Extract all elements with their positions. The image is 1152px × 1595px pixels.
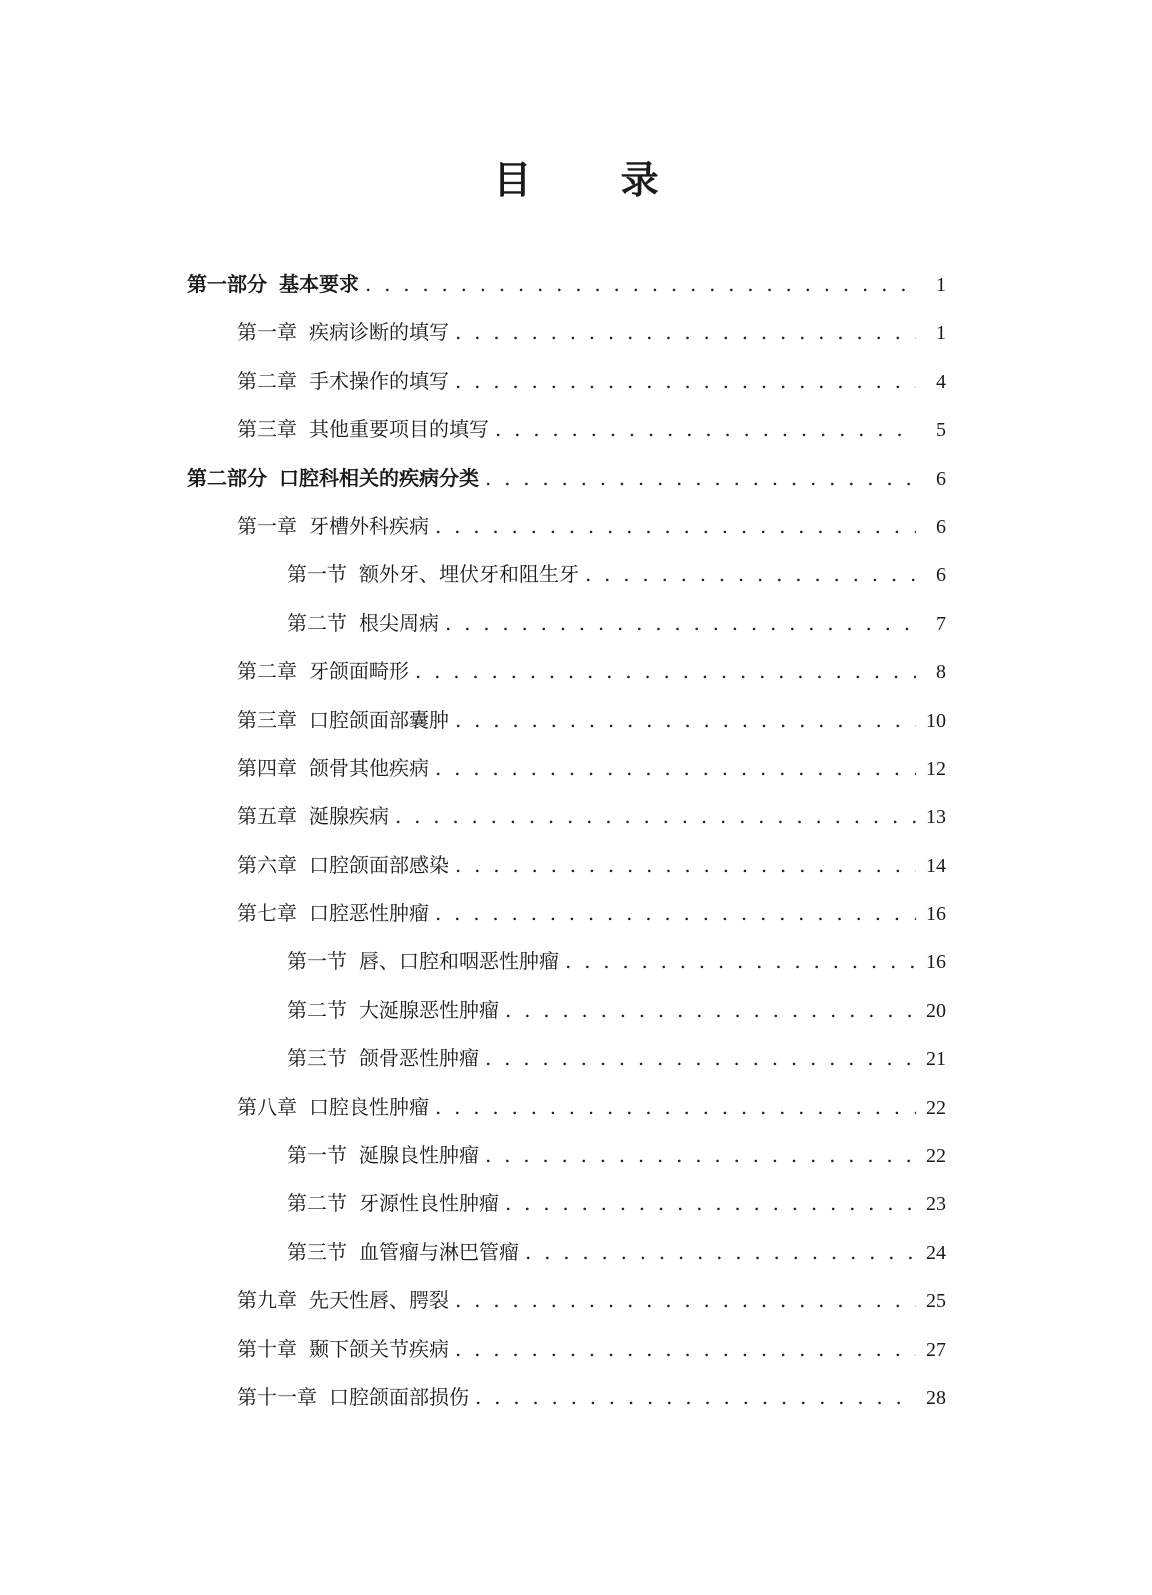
- toc-entry-title: 牙颌面畸形: [309, 659, 409, 684]
- toc-page-number: 12: [926, 757, 946, 780]
- toc-entry-title: 血管瘤与淋巴管瘤: [359, 1239, 519, 1264]
- toc-page-number: 13: [926, 806, 946, 829]
- toc-entry-label: [237, 893, 429, 933]
- toc-entry-section[interactable]: [0, 1232, 1152, 1280]
- toc-dot-leader: [565, 941, 916, 981]
- toc-page-number: 4: [936, 370, 946, 393]
- toc-page-number: 6: [936, 515, 946, 538]
- toc-entry-chapter[interactable]: [0, 409, 1152, 457]
- toc-dot-leader: [505, 1183, 916, 1223]
- toc-entry-section[interactable]: [0, 554, 1152, 602]
- toc-entry-number: 第四章: [237, 755, 297, 780]
- toc-dot-leader: [485, 1135, 916, 1175]
- toc-entry-title: 口腔颌面部感染: [309, 852, 449, 877]
- table-of-contents: [0, 264, 1152, 1425]
- toc-entry-chapter[interactable]: [0, 361, 1152, 409]
- toc-entry-number: 第二章: [237, 368, 297, 393]
- toc-entry-chapter[interactable]: [0, 1280, 1152, 1328]
- toc-entry-label: [287, 603, 439, 643]
- toc-entry-chapter[interactable]: [0, 796, 1152, 844]
- toc-page-number: 7: [936, 612, 946, 635]
- toc-entry-section[interactable]: [0, 1183, 1152, 1231]
- toc-page-number: 1: [936, 274, 946, 296]
- toc-page-number: 20: [926, 999, 946, 1022]
- toc-entry-label: [237, 361, 449, 401]
- toc-entry-label: [237, 1280, 449, 1320]
- toc-entry-number: 第三节: [287, 1239, 347, 1264]
- toc-entry-title: 口腔颌面部损伤: [329, 1384, 469, 1409]
- toc-entry-title: 口腔恶性肿瘤: [309, 901, 429, 926]
- toc-entry-number: 第五章: [237, 804, 297, 829]
- toc-entry-chapter[interactable]: [0, 893, 1152, 941]
- toc-entry-part[interactable]: [0, 458, 1152, 506]
- toc-entry-number: 第七章: [237, 901, 297, 926]
- toc-entry-label: [287, 1038, 479, 1078]
- toc-entry-number: 第三节: [287, 1046, 347, 1071]
- toc-entry-label: [187, 264, 359, 304]
- toc-dot-leader: [455, 361, 916, 401]
- toc-entry-number: 第一部分: [187, 272, 267, 296]
- toc-entry-title: 颌骨恶性肿瘤: [359, 1046, 479, 1071]
- toc-entry-number: 第二部分: [187, 465, 267, 490]
- toc-entry-number: 第一节: [287, 1143, 347, 1168]
- toc-entry-number: 第一节: [287, 949, 347, 974]
- toc-page-number: 6: [936, 467, 946, 490]
- toc-page-number: 5: [936, 419, 946, 442]
- toc-page-number: 22: [926, 1145, 946, 1168]
- toc-entry-title: 颌骨其他疾病: [309, 755, 429, 780]
- toc-entry-number: 第二节: [287, 610, 347, 635]
- toc-entry-section[interactable]: [0, 1038, 1152, 1086]
- toc-dot-leader: [395, 796, 916, 836]
- toc-entry-section[interactable]: [0, 990, 1152, 1038]
- toc-entry-number: 第二节: [287, 1191, 347, 1216]
- toc-dot-leader: [505, 990, 916, 1030]
- toc-entry-title: 疾病诊断的填写: [309, 320, 449, 345]
- toc-entry-number: 第一章: [237, 320, 297, 345]
- toc-dot-leader: [585, 554, 916, 594]
- toc-dot-leader: [455, 845, 916, 885]
- toc-entry-chapter[interactable]: [0, 651, 1152, 699]
- toc-dot-leader: [495, 409, 916, 449]
- toc-page-number: 10: [926, 709, 946, 732]
- toc-entry-title: 牙槽外科疾病: [309, 513, 429, 538]
- toc-entry-label: [287, 1135, 479, 1175]
- toc-entry-label: [237, 845, 449, 885]
- toc-entry-label: [187, 458, 479, 498]
- toc-entry-chapter[interactable]: [0, 700, 1152, 748]
- toc-entry-label: [237, 796, 389, 836]
- toc-dot-leader: [435, 748, 916, 788]
- toc-entry-label: [237, 1329, 449, 1369]
- toc-entry-label: [287, 1232, 519, 1272]
- toc-dot-leader: [435, 893, 916, 933]
- toc-entry-title: 大涎腺恶性肿瘤: [359, 997, 499, 1022]
- toc-entry-label: [287, 554, 579, 594]
- toc-entry-chapter[interactable]: [0, 1087, 1152, 1135]
- toc-entry-title: 根尖周病: [359, 610, 439, 635]
- toc-page-number: 28: [926, 1386, 946, 1409]
- toc-entry-title: 牙源性良性肿瘤: [359, 1191, 499, 1216]
- toc-page-number: 25: [926, 1290, 946, 1313]
- toc-entry-label: [237, 1087, 429, 1127]
- toc-entry-title: 涎腺良性肿瘤: [359, 1143, 479, 1168]
- toc-entry-title: 口腔良性肿瘤: [309, 1094, 429, 1119]
- toc-entry-number: 第八章: [237, 1094, 297, 1119]
- toc-entry-label: [237, 506, 429, 546]
- toc-entry-label: [287, 941, 559, 981]
- toc-dot-leader: [525, 1232, 916, 1272]
- toc-entry-title: 颞下颌关节疾病: [309, 1336, 449, 1361]
- toc-dot-leader: [455, 312, 916, 352]
- toc-dot-leader: [455, 1280, 916, 1320]
- toc-entry-number: 第二节: [287, 997, 347, 1022]
- toc-page-number: 21: [926, 1048, 946, 1071]
- toc-page-number: 6: [936, 564, 946, 587]
- toc-entry-label: [237, 409, 489, 449]
- toc-entry-chapter[interactable]: [0, 1377, 1152, 1425]
- toc-entry-chapter[interactable]: [0, 1329, 1152, 1377]
- page-title: 目 录: [493, 158, 697, 202]
- toc-entry-number: 第三章: [237, 417, 297, 442]
- toc-entry-number: 第三章: [237, 707, 297, 732]
- toc-entry-label: [287, 1183, 499, 1223]
- toc-page-number: 22: [926, 1096, 946, 1119]
- toc-dot-leader: [485, 458, 916, 498]
- toc-dot-leader: [485, 1038, 916, 1078]
- toc-entry-chapter[interactable]: [0, 748, 1152, 796]
- toc-entry-chapter[interactable]: [0, 506, 1152, 554]
- toc-entry-chapter[interactable]: [0, 845, 1152, 893]
- toc-entry-section[interactable]: [0, 603, 1152, 651]
- toc-dot-leader: [475, 1377, 916, 1417]
- toc-entry-number: 第二章: [237, 659, 297, 684]
- toc-entry-section[interactable]: [0, 1135, 1152, 1183]
- toc-entry-label: [237, 651, 409, 691]
- toc-entry-number: 第十章: [237, 1336, 297, 1361]
- toc-page-number: 1: [936, 322, 946, 345]
- toc-dot-leader: [445, 603, 916, 643]
- toc-page-number: 16: [926, 951, 946, 974]
- toc-dot-leader: [435, 1087, 916, 1127]
- toc-entry-label: [287, 990, 499, 1030]
- toc-entry-number: 第十一章: [237, 1384, 317, 1409]
- toc-entry-title: 基本要求: [279, 272, 359, 296]
- toc-entry-number: 第六章: [237, 852, 297, 877]
- toc-entry-number: 第一章: [237, 513, 297, 538]
- toc-entry-title: 口腔颌面部囊肿: [309, 707, 449, 732]
- toc-entry-chapter[interactable]: [0, 312, 1152, 360]
- toc-page-number: 14: [926, 854, 946, 877]
- toc-page-number: 16: [926, 903, 946, 926]
- toc-entry-label: [237, 312, 449, 352]
- toc-dot-leader: [435, 506, 916, 546]
- toc-dot-leader: [455, 700, 916, 740]
- toc-entry-title: 口腔科相关的疾病分类: [279, 465, 479, 490]
- toc-dot-leader: [365, 264, 916, 304]
- toc-entry-label: [237, 700, 449, 740]
- toc-entry-section[interactable]: [0, 941, 1152, 989]
- toc-entry-title: 涎腺疾病: [309, 804, 389, 829]
- toc-entry-number: 第一节: [287, 562, 347, 587]
- toc-entry-part[interactable]: [0, 264, 1152, 312]
- toc-page-number: 24: [926, 1241, 946, 1264]
- toc-entry-label: [237, 1377, 469, 1417]
- toc-dot-leader: [415, 651, 916, 691]
- toc-page-number: 8: [936, 661, 946, 684]
- toc-entry-title: 手术操作的填写: [309, 368, 449, 393]
- toc-dot-leader: [455, 1329, 916, 1369]
- toc-page-number: 23: [926, 1193, 946, 1216]
- toc-entry-title: 先天性唇、腭裂: [309, 1288, 449, 1313]
- toc-entry-title: 额外牙、埋伏牙和阻生牙: [359, 562, 579, 587]
- toc-entry-label: [237, 748, 429, 788]
- toc-page-number: 27: [926, 1338, 946, 1361]
- toc-entry-title: 唇、口腔和咽恶性肿瘤: [359, 949, 559, 974]
- toc-entry-number: 第九章: [237, 1288, 297, 1313]
- toc-entry-title: 其他重要项目的填写: [309, 417, 489, 442]
